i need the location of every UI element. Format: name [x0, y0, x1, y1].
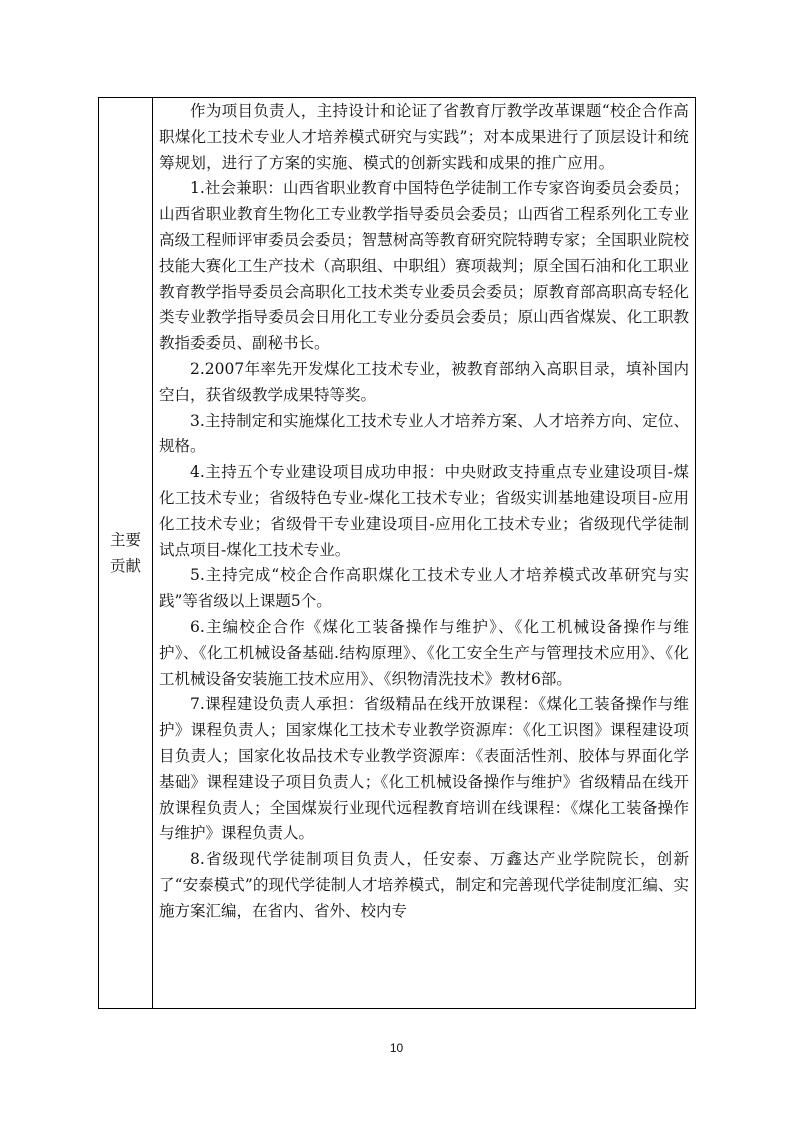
paragraph-apprenticeship: 8.省级现代学徒制项目负责人，任安泰、万鑫达产业学院院长，创新了“安泰模式”的现代学徒制人才培养模式，制定和完善现代学徒制度汇编、实施方案汇编，在省内、省外、校内专: [159, 850, 689, 920]
row-label-cell: [99, 98, 153, 1008]
row-content-cell: [153, 98, 695, 1008]
paragraph-intro: 作为项目负责人，主持设计和论证了省教育厅教学改革课题“校企合作高职煤化工技术专业人才培养模式研究与实践”；对本成果进行了顶层设计和统筹规划，进行了方案的实施、模式的创新实践和成果的推广应用。: [159, 102, 689, 172]
paragraph-textbooks: 6.主编校企合作《煤化工装备操作与维护》、《化工机械设备操作与维护》、《化工机械设备基础.结构原理》、《化工安全生产与管理技术应用》、《化工机械设备安装施工技术应用》、《织物清洗技术》教材6部。: [159, 617, 689, 688]
page-number: 10: [389, 1041, 404, 1055]
paragraph-course-building: 7.课程建设负责人承担：省级精品在线开放课程：《煤化工装备操作与维护》课程负责人；国家煤化工技术专业教学资源库：《化工识图》课程建设项目负责人；国家化妆品技术专业教学资源库：《表面活性剂、胶体与界面化学基础》课程建设子项目负责人；《化工机械设备操作与维护》省级精品在线开放课程负责人；全国煤炭行业现代远程教育培训在线课程：《煤化工装备操作与维护》课程负责人。: [159, 695, 689, 843]
paragraph-research-topics: 5.主持完成“校企合作高职煤化工技术专业人才培养模式改革研究与实践”等省级以上课题5个。: [159, 566, 689, 611]
paragraph-social-roles: 1.社会兼职：山西省职业教育中国特色学徒制工作专家咨询委员会委员；山西省职业教育生物化工专业教学指导委员会委员；山西省工程系列化工专业高级工程师评审委员会委员；智慧树高等教育研究院特聘专家；全国职业院校技能大赛化工生产技术（高职组、中职组）赛项裁判；原全国石油和化工职业教育教学指导委员会高职化工技术类专业委员会委员；原教育部高职高专轻化类专业教学指导委员会日用化工专业分委员会委员；原山西省煤炭、化工职教教指委委员、副秘书长。: [159, 179, 689, 353]
contribution-table: [98, 97, 696, 1009]
paragraph-construction-projects: 4.主持五个专业建设项目成功申报：中央财政支持重点专业建设项目-煤化工技术专业；省级特色专业-煤化工技术专业；省级实训基地建设项目-应用化工技术专业；省级骨干专业建设项目-应用化工技术专业；省级现代学徒制试点项目-煤化工技术专业。: [159, 463, 689, 559]
paragraph-major-development: 2.2007年率先开发煤化工技术专业，被教育部纳入高职目录，填补国内空白，获省级教学成果特等奖。: [159, 359, 689, 404]
row-label-line2: 贡献: [109, 557, 141, 575]
paragraph-training-plan: 3.主持制定和实施煤化工技术专业人才培养方案、人才培养方向、定位、规格。: [159, 411, 689, 456]
row-label-line1: 主要: [109, 531, 141, 549]
